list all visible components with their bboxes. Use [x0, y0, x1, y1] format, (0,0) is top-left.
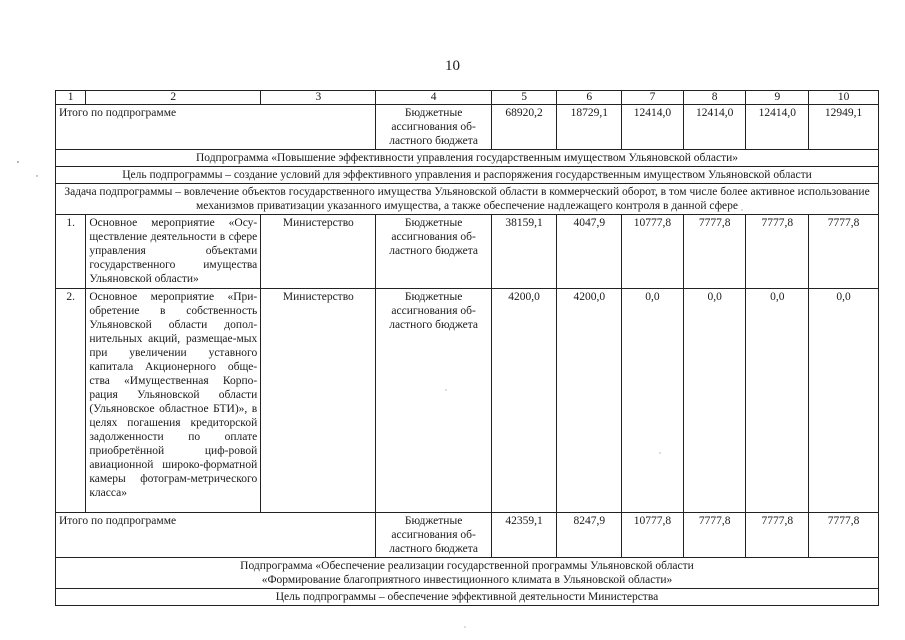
- value-cell: 7777,8: [809, 215, 879, 289]
- funding-source: Бюджетные ассигнования об-ластного бюджета: [376, 289, 491, 513]
- page-number: 10: [445, 58, 460, 74]
- column-header: 7: [622, 91, 684, 105]
- value-cell: 0,0: [746, 289, 809, 513]
- subprogram-title-line: Подпрограмма «Обеспечение реализации государственной программы Ульяновской области: [240, 560, 694, 572]
- subprogram-title-row: [56, 558, 879, 589]
- value-cell: 4200,0: [491, 289, 557, 513]
- subprogram-title-line: «Формирование благоприятного инвестиционного климата в Ульяновской области»: [261, 574, 673, 586]
- column-header: 5: [491, 91, 557, 105]
- value-cell: 12414,0: [622, 105, 684, 150]
- value-cell: 7777,8: [683, 513, 746, 558]
- row-number: 1.: [56, 215, 86, 289]
- subprogram-title-row: [56, 150, 879, 167]
- funding-source: Бюджетные ассигнования об-ластного бюджета: [376, 215, 491, 289]
- table-row: [56, 289, 879, 513]
- subprogram-total-row: [56, 513, 879, 558]
- column-header: 10: [809, 91, 879, 105]
- program-table: [55, 90, 879, 606]
- executor: Министерство: [261, 289, 376, 513]
- column-header: 4: [376, 91, 491, 105]
- funding-source: Бюджетные ассигнования об-ластного бюджета: [376, 105, 491, 150]
- value-cell: 7777,8: [746, 513, 809, 558]
- activity-name: Основное мероприятие «При-обретение в собственность Ульяновской области допол-нительных акций, размещае-мых при увеличении уставного капитала Акционерного обще-ства «Имущественная Корпо-рация Ульяновской области (Ульяновское областное БТИ)», в целях погашения кредиторской задолженности по оплате приобретённой циф-ровой авиационной широко-форматной камеры фотограм-метрического класса»: [86, 289, 261, 513]
- value-cell: 18729,1: [557, 105, 622, 150]
- column-header: 3: [261, 91, 376, 105]
- value-cell: 4200,0: [557, 289, 622, 513]
- value-cell: 7777,8: [683, 215, 746, 289]
- row-number: 2.: [56, 289, 86, 513]
- value-cell: 10777,8: [622, 513, 684, 558]
- value-cell: 12414,0: [746, 105, 809, 150]
- value-cell: 12414,0: [683, 105, 746, 150]
- subprogram-title: Подпрограмма «Повышение эффективности управления государственным имуществом Ульяновской области»: [56, 150, 879, 167]
- column-header: 2: [86, 91, 261, 105]
- subprogram-goal-row: [56, 167, 879, 184]
- value-cell: 42359,1: [491, 513, 557, 558]
- subprogram-task-row: [56, 184, 879, 215]
- subprogram-task: Задача подпрограммы – вовлечение объектов государственного имущества Ульяновской области в коммерческий оборот, в том числе более активное использование механизмов приватизации указанного имущества, а также обеспечение надлежащего контроля в данной сфере: [56, 184, 879, 215]
- subprogram-total-row: [56, 105, 879, 150]
- total-label: Итого по подпрограмме: [56, 105, 376, 150]
- column-number-row: [56, 91, 879, 105]
- subprogram-goal: Цель подпрограммы – обеспечение эффективной деятельности Министерства: [56, 589, 879, 606]
- executor: Министерство: [261, 215, 376, 289]
- subprogram-goal: Цель подпрограммы – создание условий для эффективного управления и распоряжения государственным имуществом Ульяновской области: [56, 167, 879, 184]
- value-cell: 12949,1: [809, 105, 879, 150]
- value-cell: 0,0: [809, 289, 879, 513]
- subprogram-goal-row: [56, 589, 879, 606]
- column-header: 8: [683, 91, 746, 105]
- value-cell: 38159,1: [491, 215, 557, 289]
- activity-name: Основное мероприятие «Осу-ществление деятельности в сфере управления объектами государственного имущества Ульяновской области»: [86, 215, 261, 289]
- value-cell: 4047,9: [557, 215, 622, 289]
- total-label: Итого по подпрограмме: [56, 513, 376, 558]
- funding-source: Бюджетные ассигнования об-ластного бюджета: [376, 513, 491, 558]
- table-row: [56, 215, 879, 289]
- value-cell: 7777,8: [746, 215, 809, 289]
- column-header: 9: [746, 91, 809, 105]
- value-cell: 0,0: [622, 289, 684, 513]
- value-cell: 8247,9: [557, 513, 622, 558]
- value-cell: 10777,8: [622, 215, 684, 289]
- column-header: 1: [56, 91, 86, 105]
- subprogram-title: [56, 558, 879, 589]
- value-cell: 0,0: [683, 289, 746, 513]
- value-cell: 68920,2: [491, 105, 557, 150]
- column-header: 6: [557, 91, 622, 105]
- value-cell: 7777,8: [809, 513, 879, 558]
